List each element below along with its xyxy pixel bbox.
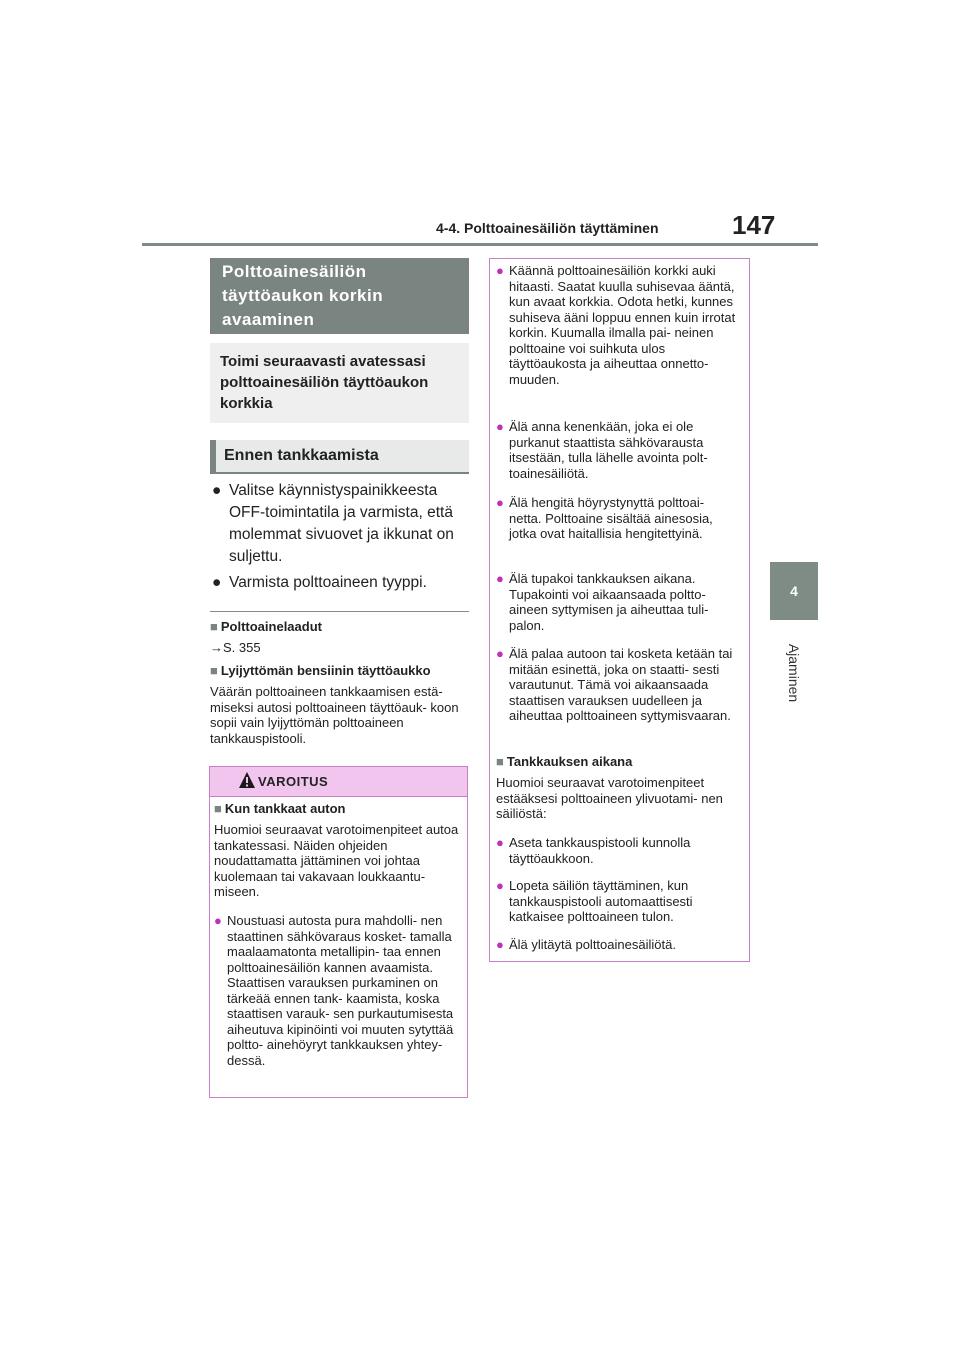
page-number: 147 bbox=[732, 210, 776, 240]
square-icon: ■ bbox=[210, 619, 218, 634]
bullet-icon: ● bbox=[496, 878, 504, 893]
chapter-label-text: Ajaminen bbox=[786, 643, 802, 703]
list-item-text: Aseta tankkauspistooli kunnolla täyttöaukkoon. bbox=[509, 835, 691, 866]
note-heading-text: Polttoainelaadut bbox=[220, 619, 322, 634]
note-heading bbox=[210, 663, 431, 679]
square-icon: ■ bbox=[496, 754, 504, 769]
bullet-icon: ● bbox=[496, 419, 504, 434]
chapter-tab[interactable]: 4 bbox=[770, 562, 818, 620]
warning-triangle-icon bbox=[238, 771, 256, 789]
list-item bbox=[496, 571, 740, 633]
list-item-text: Älä hengitä höyrystynyttä polttoai- netta. Polttoaine sisältää ainesosia, jotka ovat haitallisia hengitettyinä. bbox=[509, 495, 713, 541]
list-item bbox=[496, 878, 740, 925]
list-item bbox=[212, 480, 474, 568]
section-intro: Huomioi seuraavat varotoimenpiteet estääksesi polttoaineen ylivuotami- nen säiliöstä: bbox=[496, 775, 723, 821]
list-item-text: Älä palaa autoon tai kosketa ketään tai mitään esinettä, joka on staatti- sesti varautunut. Tämä voi aikaansaada staattisen varauksen uudelleen ja aiheuttaa polttoaineen syttymisvaaran. bbox=[509, 646, 733, 723]
warning-heading bbox=[214, 801, 345, 817]
bullet-icon: ● bbox=[212, 482, 222, 499]
list-item bbox=[496, 263, 740, 387]
warning-heading-text: Kun tankkaat auton bbox=[224, 801, 346, 816]
list-item-text: Älä anna kenenkään, joka ei ole purkanut staattista sähkövarausta itsestään, tulla lähelle avointa polt- toainesäiliötä. bbox=[509, 419, 708, 481]
header-divider bbox=[142, 243, 818, 246]
list-item bbox=[496, 937, 740, 953]
subheading: Ennen tankkaamista bbox=[210, 440, 469, 474]
list-item bbox=[496, 646, 740, 724]
warning-bullet-text: Noustuasi autosta pura mahdolli- nen staattinen sähkövaraus kosket- tamalla maalaamatonta metallipin- taa ennen polttoainesäiliön kannen avaamista. Staattisen varauksen purkaminen on tärkeää ennen tank- kaamista, koska staattisen varauk- sen purkautumisesta aiheutuva kipinöinti voi muuten sytyttää poltto- ainehöyryt tankkauksen yhtey- dessä. bbox=[227, 913, 454, 1068]
list-item bbox=[496, 419, 740, 481]
intro-text: Toimi seuraavasti avatessasi polttoainesäiliön täyttöaukon korkkia bbox=[220, 353, 429, 412]
bullet-icon: ● bbox=[212, 574, 222, 591]
list-item bbox=[212, 572, 474, 594]
list-item-text: Lopeta säiliön täyttäminen, kun tankkauspistooli automaattisesti katkaisee polttoaineen tulon. bbox=[509, 878, 693, 924]
note-heading-text: Lyijyttömän bensiinin täyttöaukko bbox=[220, 663, 431, 678]
square-icon: ■ bbox=[214, 801, 222, 816]
section-heading-text: Tankkauksen aikana bbox=[506, 754, 633, 769]
note-heading bbox=[210, 619, 322, 635]
bullet-icon: ● bbox=[496, 571, 504, 586]
list-item-text: Älä tupakoi tankkauksen aikana. Tupakointi voi aikaansaada poltto- aineen syttymisen ja aiheuttaa tuli- palon. bbox=[509, 571, 709, 633]
warning-label: VAROITUS bbox=[258, 774, 329, 789]
bullet-icon: ● bbox=[496, 263, 504, 278]
square-icon: ■ bbox=[210, 663, 218, 678]
bullet-icon: ● bbox=[496, 495, 504, 510]
cross-reference-link[interactable]: →S. 355 bbox=[210, 640, 261, 655]
section-title: 4-4. Polttoainesäiliön täyttäminen bbox=[436, 220, 659, 236]
page-title bbox=[210, 258, 469, 334]
intro-box bbox=[210, 343, 469, 423]
warning-intro: Huomioi seuraavat varotoimenpiteet autoa tankatessasi. Näiden ohjeiden noudattamatta jättäminen voi johtaa kuolemaan tai vakavaan loukkaantu- miseen. bbox=[214, 822, 459, 899]
page-title-text: Polttoainesäiliön täyttöaukon korkin avaaminen bbox=[222, 262, 384, 329]
bullet-icon: ● bbox=[496, 835, 504, 850]
bullet-icon: ● bbox=[496, 646, 504, 661]
list-item-text: Käännä polttoainesäiliön korkki auki hitaasti. Saatat kuulla suhisevaa ääntä, kun avaat korkkia. Odota hetki, kunnes suhiseva ääni loppuu ennen kuin irrotat korkin. Kuumalla ilmalla pai- neinen polttoaine voi suihkuta ulos täyttöaukosta ja aiheuttaa onnetto- muuden. bbox=[509, 263, 736, 387]
warning-bullet bbox=[214, 913, 466, 1068]
list-item-text: Valitse käynnistyspainikkeesta OFF-toimintatila ja varmista, että molemmat sivuovet ja ikkunat on suljettu. bbox=[229, 482, 454, 565]
section-heading bbox=[496, 754, 632, 770]
divider bbox=[210, 611, 469, 612]
list-item-text: Varmista polttoaineen tyyppi. bbox=[229, 574, 427, 591]
chapter-label bbox=[770, 628, 818, 718]
bullet-icon: ● bbox=[214, 913, 222, 928]
note-text: Väärän polttoaineen tankkaamisen estä- miseksi autosi polttoaineen täyttöauk- koon sopii vain lyijyttömän polttoaineen tankkauspistooli. bbox=[210, 684, 459, 746]
list-item-text: Älä ylitäytä polttoainesäiliötä. bbox=[509, 937, 676, 952]
list-item bbox=[496, 835, 740, 866]
list-item bbox=[496, 495, 740, 542]
bullet-icon: ● bbox=[496, 937, 504, 952]
